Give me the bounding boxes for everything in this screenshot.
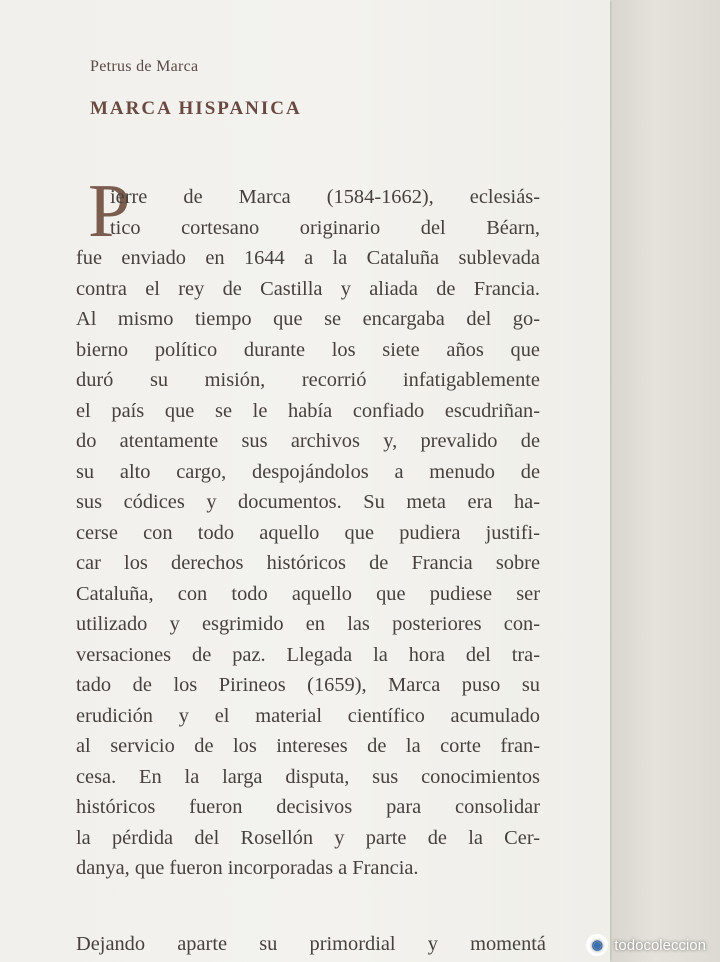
text-line: al servicio de los intereses de la corte fran-: [76, 735, 540, 757]
drop-cap-letter: P: [88, 169, 131, 253]
text-line: cerse con todo aquello que pudiera justifi-: [76, 521, 540, 544]
text-line: danya, que fueron incorporadas a Francia.: [76, 857, 419, 879]
text-line: duró su misión, recorrió infatigablemente: [76, 369, 540, 391]
text-line: car los derechos históricos de Francia sobre: [76, 552, 540, 574]
text-line: erudición y el material científico acumulado: [76, 704, 540, 727]
text-line: la pérdida del Rosellón y parte de la Cer-: [76, 826, 540, 849]
main-paragraph: [76, 182, 540, 884]
watermark-logo-icon: ◉: [586, 934, 608, 956]
author-name: Petrus de Marca: [90, 58, 199, 75]
text-line: tico cortesano originario del Béarn,: [110, 216, 540, 239]
watermark-text: todocoleccion: [614, 936, 706, 954]
book-title: MARCA HISPANICA: [90, 98, 302, 119]
text-line: do atentamente sus archivos y, prevalido de: [76, 430, 540, 452]
text-line: versaciones de paz. Llegada la hora del tra-: [76, 643, 540, 666]
text-line: tado de los Pirineos (1659), Marca puso su: [76, 674, 540, 696]
text-line: ierre de Marca (1584-1662), eclesiás-: [110, 186, 540, 208]
text-line: utilizado y esgrimido en las posteriores con-: [76, 613, 540, 635]
text-line: contra el rey de Castilla y aliada de Francia.: [76, 277, 540, 300]
watermark: [586, 934, 706, 956]
text-line: el país que se le había confiado escudriñan-: [76, 399, 540, 422]
text-line: sus códices y documentos. Su meta era ha-: [76, 491, 540, 513]
second-paragraph-line: Dejando aparte su primordial y momentá: [76, 933, 546, 955]
text-line: históricos fueron decisivos para consolidar: [76, 796, 540, 818]
text-line: fue enviado en 1644 a la Cataluña sublevada: [76, 247, 540, 269]
adjacent-page-edge: [612, 0, 720, 962]
text-line: Al mismo tiempo que se encargaba del go-: [76, 308, 540, 330]
text-line: Cataluña, con todo aquello que pudiese ser: [76, 582, 540, 605]
text-line: su alto cargo, despojándolos a menudo de: [76, 460, 540, 483]
text-line: cesa. En la larga disputa, sus conocimientos: [76, 765, 540, 788]
text-line: bierno político durante los siete años que: [76, 338, 540, 361]
